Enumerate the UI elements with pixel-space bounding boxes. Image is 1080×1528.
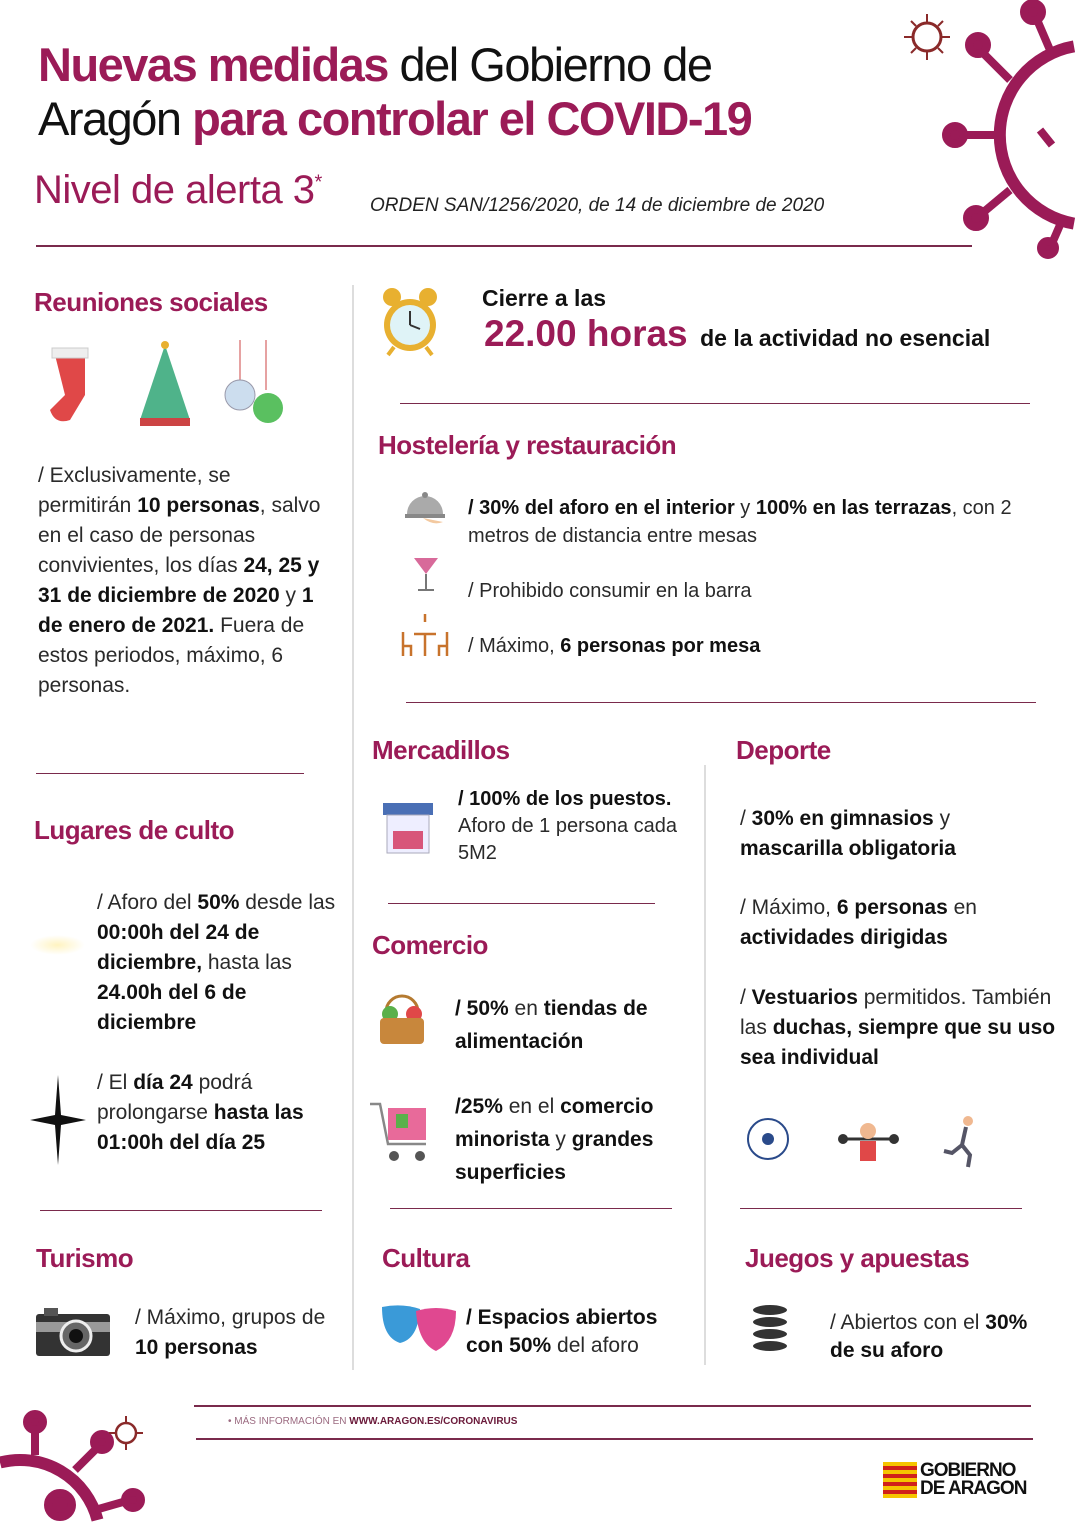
market-stall-icon [383,803,433,855]
column-divider [704,765,706,1365]
text: / Exclusivamente, se permitirán [38,464,231,517]
text: / Máximo, [468,635,561,657]
page-title [38,38,751,146]
more-info [228,1416,517,1427]
column-divider [352,285,354,1370]
section-title-turismo: Turismo [36,1243,134,1273]
text: , con 2 metros de distancia entre mesas [468,497,1012,547]
bold-text: actividades dirigidas [740,926,948,949]
deporte-text-3 [740,983,1060,1073]
closing-hour: 22.00 horas [484,313,688,354]
text: / [740,986,752,1009]
divider [388,903,655,904]
divider [740,1208,1022,1209]
divider [390,1208,672,1209]
bold-text: Nuevas medidas [38,38,388,91]
bold-text: duchas, siempre que su uso sea individual [740,1016,1056,1069]
virus-decoration-icon [940,0,1080,260]
cocktail-icon [412,552,440,594]
cultura-text [466,1304,696,1360]
text: / Abiertos con el [830,1311,986,1334]
runner-icon [944,1116,973,1167]
alert-level [34,168,322,213]
text: desde las [239,891,336,914]
logo-line-2: DE ARAGON [920,1478,1027,1499]
bold-text: 50% [197,891,240,914]
bold-text: 00:00h del 24 de diciembre, [97,921,260,974]
culto-text-2 [97,1068,342,1158]
deporte-text-1 [740,804,1040,864]
bold-text: para controlar el COVID-19 [192,92,752,145]
text: podrá prolongarse [97,1071,253,1124]
shopping-cart-icon [368,1100,432,1166]
deporte-text-2 [740,893,1040,953]
text: Fuera de estos periodos, máximo, 6 personas. [38,614,305,697]
comercio-text-2 [455,1090,695,1189]
hosteleria-item [468,631,1038,661]
divider [36,773,304,774]
casino-chips-icon [748,1302,792,1358]
section-title-deporte: Deporte [736,735,831,765]
section-title-culto: Lugares de culto [34,815,235,845]
text: / El [97,1071,134,1094]
text: / Máximo, [740,896,837,919]
more-info-label: • MÁS INFORMACIÓN EN [228,1416,350,1427]
comercio-text-1 [455,992,690,1058]
logo-line-1: GOBIERNO [920,1460,1016,1481]
text: y [279,584,302,607]
more-info-link[interactable]: WWW.ARAGON.ES/CORONAVIRUS [349,1416,518,1427]
divider [400,403,1030,404]
text: y [933,807,951,830]
section-title-cultura: Cultura [382,1243,470,1273]
food-basket-icon [376,992,428,1046]
section-title-comercio: Comercio [372,930,488,960]
text: hasta las [202,951,292,974]
bold-text: día 24 [133,1071,193,1094]
bold-text: 6 personas por mesa [560,635,761,657]
section-title-juegos: Juegos y apuestas [745,1243,970,1273]
text: del aforo [551,1334,639,1357]
closing-pre: Cierre a las [482,285,607,311]
bold-text: / 100% de los puestos. [458,788,672,810]
divider [36,245,972,247]
stocking-icon [50,348,88,421]
bold-text: 30% de su aforo [830,1311,1028,1362]
hosteleria-item [468,494,1038,550]
text: del Gobierno de [387,38,712,91]
divider [40,1210,322,1211]
culto-text-1 [97,888,347,1038]
sports-icons [746,1115,986,1170]
text: y [734,497,756,519]
alarm-clock-icon [380,285,440,357]
christmas-icons [40,340,290,430]
alert-level-text: Nivel de alerta 3 [34,168,315,212]
hosteleria-item [468,576,1038,606]
text: / Aforo del [97,891,198,914]
small-virus-bottom-icon [108,1415,144,1451]
section-title-reuniones: Reuniones sociales [34,287,268,317]
light-glow-icon [30,935,85,955]
title-line-2 [38,92,751,146]
bold-text: 24.00h del 6 de diciembre [97,981,247,1034]
divider [196,1438,1033,1440]
reuniones-text [38,461,323,701]
star-icon [30,1075,86,1165]
divider [194,1405,1031,1407]
bold-text: 30% en gimnasios [751,807,934,830]
juegos-text [830,1309,1030,1365]
cloche-icon [403,490,447,530]
bold-text: mascarilla obligatoria [740,837,956,860]
divider [406,702,1036,703]
bold-text: tiendas de alimentación [455,997,648,1053]
text: / [740,807,752,830]
bold-text: comercio minorista [455,1095,654,1151]
text: / Máximo, grupos de [135,1306,326,1329]
bold-text: / 30% del aforo en el interior [468,497,735,519]
text: Aragón [38,92,193,145]
weightlifter-icon [838,1123,899,1161]
gobierno-aragon-logo [883,1462,1026,1498]
ornaments-icon [225,340,283,423]
section-title-hosteleria: Hostelería y restauración [378,430,677,460]
text: en [947,896,977,919]
bold-text: / 50% [455,997,509,1020]
text: en [508,997,544,1020]
bold-text: 100% en las terrazas [755,497,952,519]
bold-text: Vestuarios [751,986,858,1009]
christmas-tree-icon [140,341,190,426]
camera-icon [36,1308,110,1356]
table-chairs-icon [400,612,450,658]
closing-post: de la actividad no esencial [700,325,991,351]
bold-text: 10 personas [137,494,260,517]
bold-text: / Espacios abiertos con 50% [466,1306,658,1357]
text: en el [502,1095,561,1118]
closing-time [484,313,990,355]
bold-text: /25% [455,1095,503,1118]
order-reference: ORDEN SAN/1256/2020, de 14 de diciembre de 2020 [370,195,825,216]
theater-masks-icon [380,1303,458,1353]
bold-text: 6 personas [836,896,948,919]
text: / Prohibido consumir en la barra [468,580,752,602]
bold-text: hasta las 01:00h del día 25 [97,1101,304,1154]
turismo-text [135,1303,335,1363]
mercadillos-text [458,786,683,867]
text: , salvo en el caso de personas convivientes, los días [38,494,321,577]
soccer-ball-icon [748,1119,788,1159]
aragon-flag-icon [883,1462,917,1498]
section-title-mercadillos: Mercadillos [372,735,510,765]
bold-text: 1 de enero de 2021. [38,584,314,637]
small-virus-icon [902,12,952,62]
text: permitidos. También las [740,986,1052,1039]
text: Aforo de 1 persona cada 5M2 [458,815,678,864]
alert-footnote-mark: * [314,171,322,194]
title-line-1 [38,38,751,92]
bold-text: grandes superficies [455,1128,654,1184]
text: y [549,1128,572,1151]
bold-text: 10 personas [135,1336,258,1359]
bold-text: 24, 25 y 31 de diciembre de 2020 [38,554,320,607]
